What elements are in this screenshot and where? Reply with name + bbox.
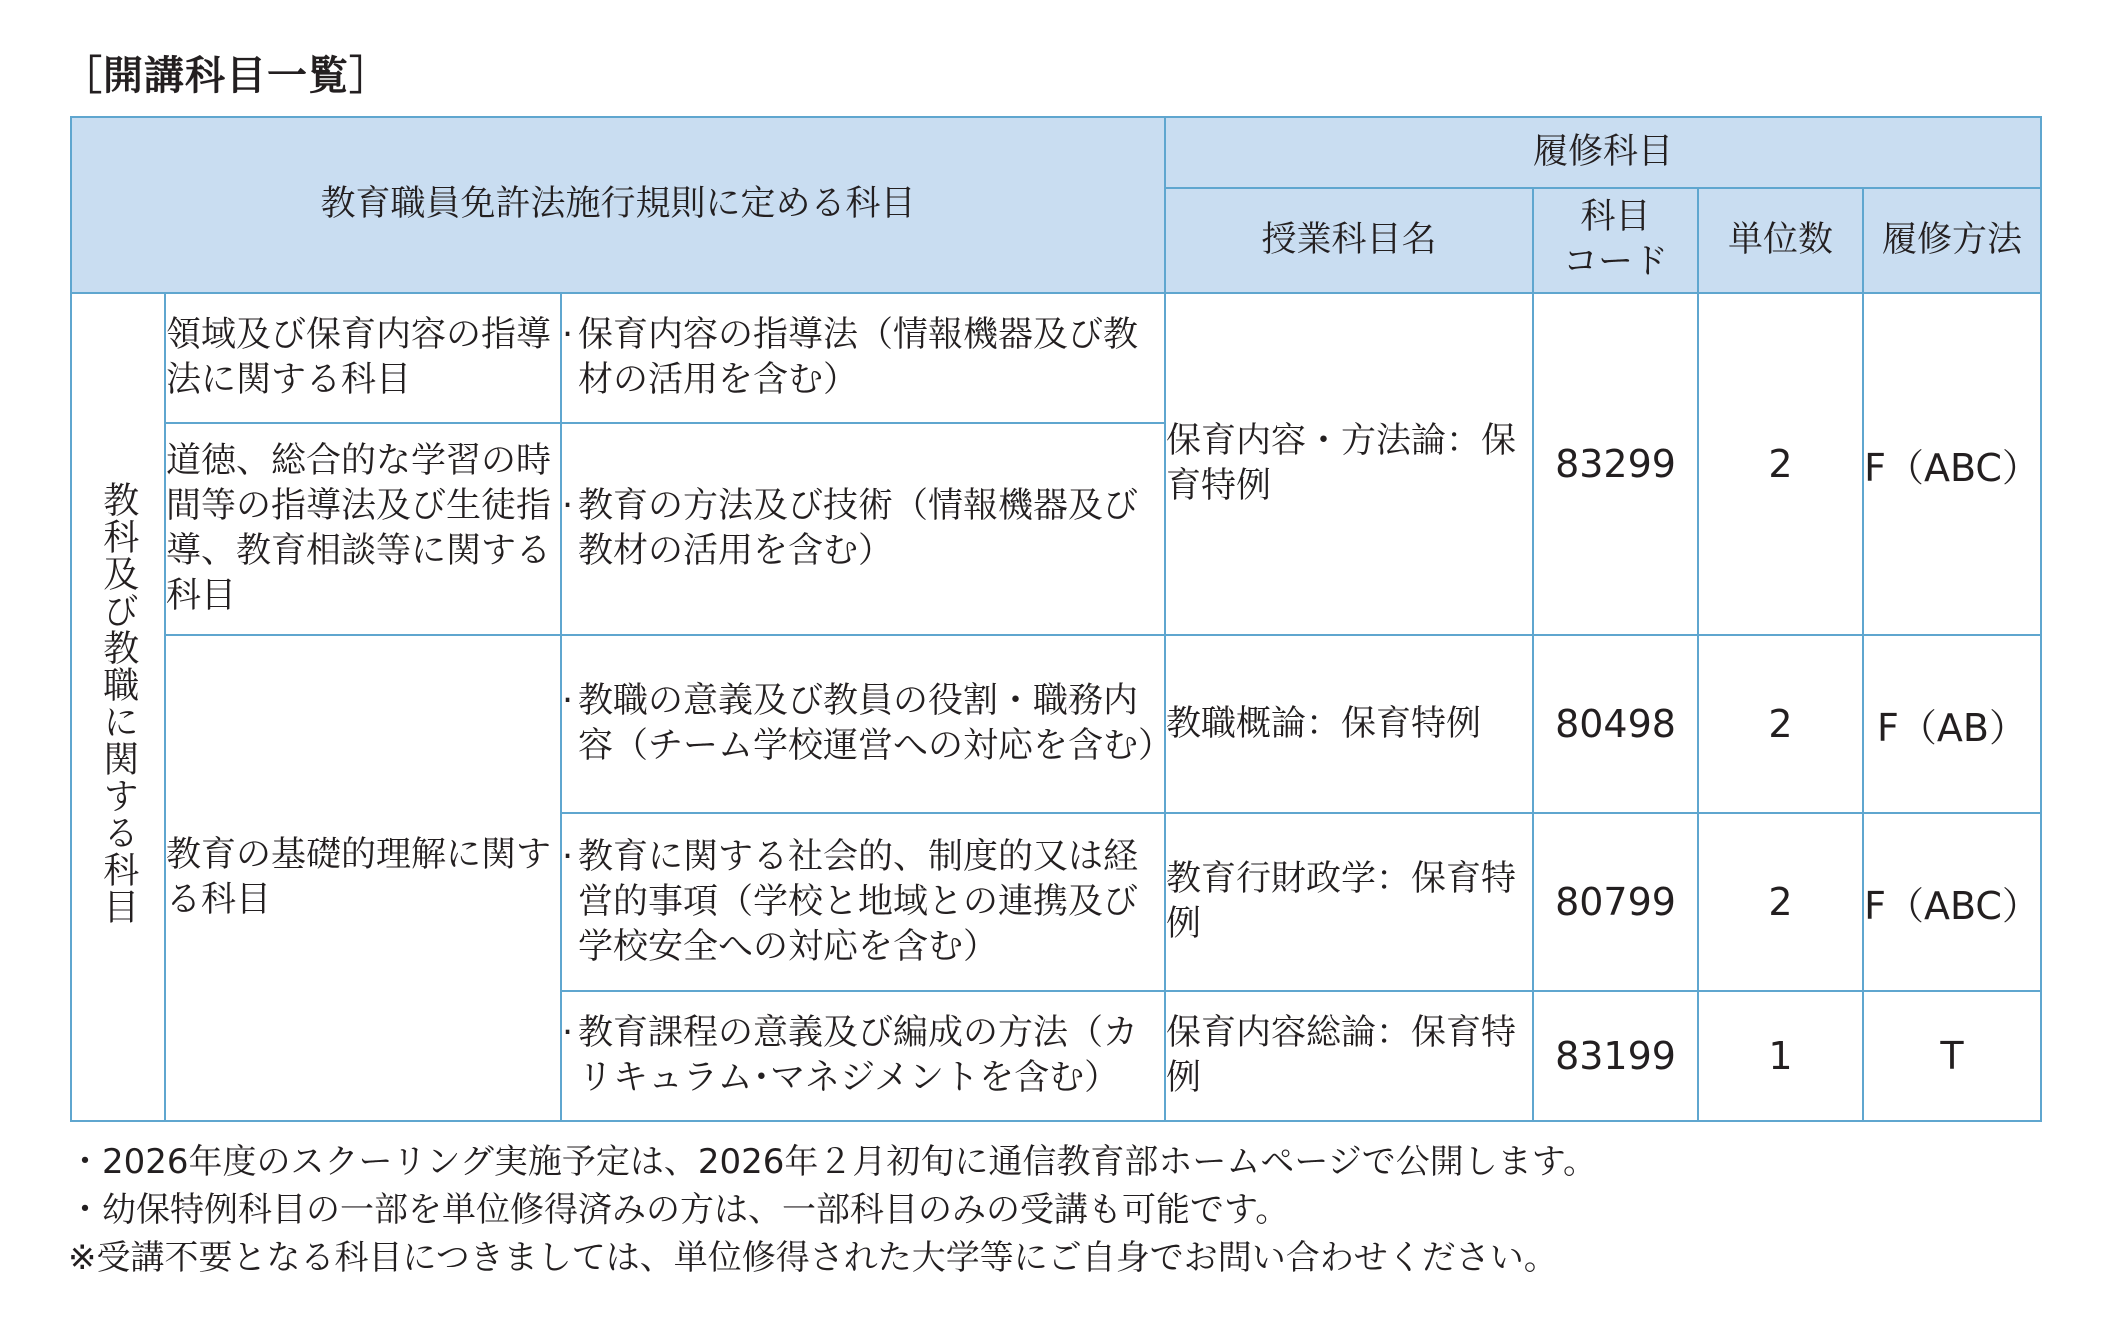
course-name-cell bbox=[1165, 813, 1533, 991]
credits-cell bbox=[1698, 635, 1863, 813]
category-cell bbox=[71, 293, 165, 1121]
credits: 2 bbox=[1768, 442, 1793, 486]
area-cell bbox=[165, 293, 561, 423]
credits: 2 bbox=[1768, 880, 1793, 924]
header-regulation: 教育職員免許法施行規則に定める科目 bbox=[71, 117, 1165, 293]
course-code: 80498 bbox=[1555, 702, 1676, 746]
area-cell bbox=[165, 635, 561, 1121]
method-cell bbox=[1863, 635, 2041, 813]
area-label: 教育の基礎的理解に関する科目 bbox=[166, 835, 552, 920]
course-name: 教育行財政学：保育特例 bbox=[1166, 859, 1517, 944]
credits: 2 bbox=[1768, 702, 1793, 746]
table-row bbox=[71, 293, 2041, 423]
course-code-cell bbox=[1533, 813, 1698, 991]
header-course-name: 授業科目名 bbox=[1165, 188, 1533, 293]
course-name: 教職概論：保育特例 bbox=[1166, 703, 1482, 744]
item-label: 教育課程の意義及び編成の方法（カリキュラム･マネジメントを含む） bbox=[578, 1013, 1139, 1098]
item-cell bbox=[561, 635, 1174, 813]
bullet-dot-icon: · bbox=[562, 1013, 574, 1053]
area-label: 領域及び保育内容の指導法に関する科目 bbox=[166, 315, 552, 400]
method-cell bbox=[1863, 293, 2041, 635]
method: F（ABC） bbox=[1864, 445, 2040, 490]
bullet-dot-icon: · bbox=[562, 681, 574, 721]
method: F（AB） bbox=[1877, 705, 2027, 750]
course-code: 83299 bbox=[1555, 442, 1676, 486]
course-table bbox=[70, 116, 2042, 1122]
header-method: 履修方法 bbox=[1863, 188, 2041, 293]
note-item: ・2026年度のスクーリング実施予定は、2026年２月初旬に通信教育部ホームページで公開します。 bbox=[68, 1142, 1597, 1182]
method: F（ABC） bbox=[1864, 883, 2040, 928]
course-code-cell bbox=[1533, 293, 1698, 635]
course-name-cell bbox=[1165, 635, 1533, 813]
method: T bbox=[1940, 1034, 1964, 1078]
credits-cell bbox=[1698, 813, 1863, 991]
item-label: 教職の意義及び教員の役割・職務内容（チーム学校運営への対応を含む） bbox=[578, 681, 1174, 766]
header-credits: 単位数 bbox=[1698, 188, 1863, 293]
bullet-dot-icon: · bbox=[562, 836, 574, 877]
credits: 1 bbox=[1768, 1034, 1793, 1078]
item-cell bbox=[561, 813, 1165, 991]
course-name: 保育内容総論：保育特例 bbox=[1166, 1013, 1517, 1098]
course-name-cell bbox=[1165, 991, 1533, 1121]
item-cell bbox=[561, 423, 1165, 635]
course-code: 80799 bbox=[1555, 880, 1676, 924]
item-cell bbox=[561, 293, 1165, 423]
note-item: ・幼保特例科目の一部を単位修得済みの方は、一部科目のみの受講も可能です。 bbox=[68, 1190, 1290, 1230]
page-title: ［開講科目一覧］ bbox=[62, 53, 390, 99]
area-cell bbox=[165, 423, 561, 635]
item-label: 教育の方法及び技術（情報機器及び教材の活用を含む） bbox=[578, 486, 1139, 571]
bullet-dot-icon: · bbox=[562, 315, 574, 355]
item-label: 教育に関する社会的、制度的又は経営的事項（学校と地域との連携及び学校安全への対応を含む） bbox=[578, 836, 1139, 967]
notes-list bbox=[68, 1138, 1597, 1282]
header-course-group: 履修科目 bbox=[1165, 117, 2041, 188]
table-row bbox=[71, 635, 2041, 813]
course-name: 保育内容・方法論：保育特例 bbox=[1166, 421, 1517, 506]
area-label: 道徳、総合的な学習の時間等の指導法及び生徒指導、教育相談等に関する科目 bbox=[166, 441, 552, 616]
course-code-cell bbox=[1533, 635, 1698, 813]
category-label: 教科及び教職に関する科目 bbox=[97, 480, 139, 925]
method-cell bbox=[1863, 991, 2041, 1121]
course-code-cell bbox=[1533, 991, 1698, 1121]
method-cell bbox=[1863, 813, 2041, 991]
bullet-dot-icon: · bbox=[562, 486, 574, 526]
course-code: 83199 bbox=[1555, 1034, 1676, 1078]
item-label: 保育内容の指導法（情報機器及び教材の活用を含む） bbox=[578, 315, 1139, 400]
course-name-cell bbox=[1165, 293, 1533, 635]
item-cell bbox=[561, 991, 1165, 1121]
header-course-code: 科目 コード bbox=[1533, 188, 1698, 293]
credits-cell bbox=[1698, 991, 1863, 1121]
note-item: ※受講不要となる科目につきましては、単位修得された大学等にご自身でお問い合わせください。 bbox=[68, 1238, 1558, 1278]
credits-cell bbox=[1698, 293, 1863, 635]
